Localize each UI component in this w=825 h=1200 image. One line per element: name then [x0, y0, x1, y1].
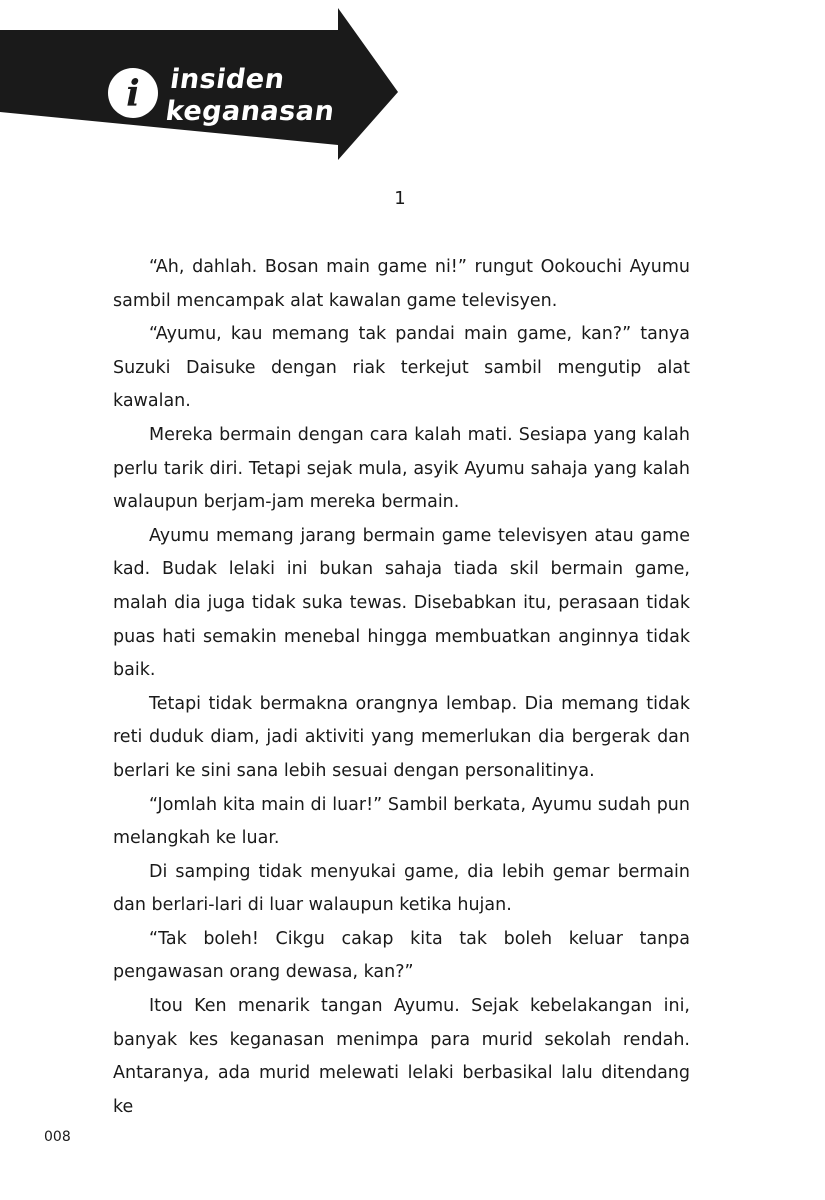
- paragraph: Tetapi tidak bermakna orangnya lembap. Dia memang tidak reti duduk diam, jadi aktiviti yang memerlukan dia bergerak dan berlari ke sini sana lebih sesuai dengan personalitinya.: [113, 693, 690, 781]
- chapter-number: 1: [394, 188, 406, 209]
- chapter-banner: [0, 0, 400, 165]
- paragraph: Itou Ken menarik tangan Ayumu. Sejak kebelakangan ini, banyak kes keganasan menimpa para murid sekolah rendah. Antaranya, ada murid melewati lelaki berbasikal lalu ditendang ke: [113, 996, 690, 1117]
- paragraph: Ayumu memang jarang bermain game televisyen atau game kad. Budak lelaki ini bukan sahaja tiada skil bermain game, malah dia juga tidak suka tewas. Disebabkan itu, perasaan tidak puas hati semakin menebal hingga membuatkan anginnya tidak baik.: [113, 525, 690, 681]
- paragraph: Di samping tidak menyukai game, dia lebih gemar bermain dan berlari-lari di luar walaupun ketika hujan.: [113, 861, 690, 916]
- info-icon: [108, 68, 158, 118]
- page-number: 008: [44, 1129, 71, 1145]
- banner-title-line1: insiden: [168, 64, 287, 95]
- paragraph: “Tak boleh! Cikgu cakap kita tak boleh keluar tanpa pengawasan orang dewasa, kan?”: [113, 928, 690, 983]
- paragraph: Mereka bermain dengan cara kalah mati. Sesiapa yang kalah perlu tarik diri. Tetapi sejak mula, asyik Ayumu sahaja yang kalah walaupun berjam-jam mereka bermain.: [113, 424, 690, 513]
- paragraph: “Jomlah kita main di luar!” Sambil berkata, Ayumu sudah pun melangkah ke luar.: [113, 794, 690, 849]
- banner-title: [164, 64, 342, 128]
- banner-title-line2: keganasan: [163, 96, 337, 127]
- paragraph: “Ah, dahlah. Bosan main game ni!” rungut Ookouchi Ayumu sambil mencampak alat kawalan game televisyen.: [113, 257, 690, 311]
- info-icon-glyph: i: [126, 73, 140, 115]
- body-text: [113, 251, 690, 1124]
- paragraph: “Ayumu, kau memang tak pandai main game, kan?” tanya Suzuki Daisuke dengan riak terkejut sambil mengutip alat kawalan.: [113, 324, 690, 412]
